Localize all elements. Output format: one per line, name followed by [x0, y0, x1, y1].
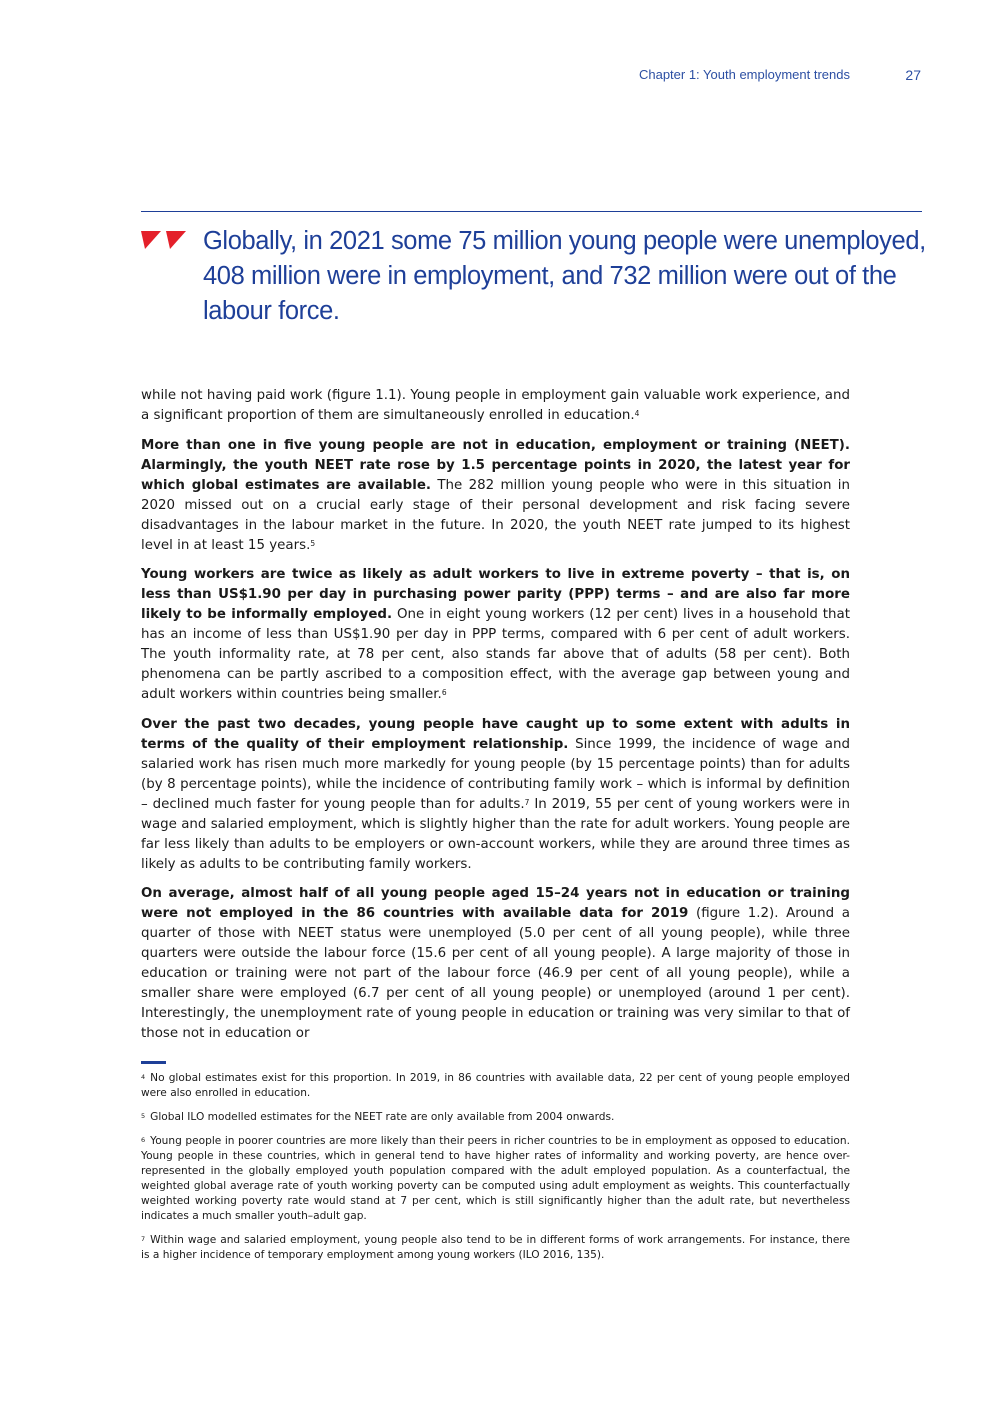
footnote-number: 7 [141, 1235, 146, 1243]
paragraph-text: The 282 million young people who were in this situation in 2020 missed out on a crucial early stage of their personal development and risk facing severe disadvantages in the labour market in the future. In 2020, the youth NEET rate jumped to its highest level in at least 15 years. [141, 477, 851, 553]
quote-top-rule [141, 211, 922, 212]
footnote-rule [141, 1061, 166, 1064]
footnote-number: 5 [141, 1112, 146, 1120]
footnote-text: No global estimates exist for this proportion. In 2019, in 86 countries with available data, 22 per cent of young people employed were also enrolled in education. [141, 1072, 850, 1099]
paragraph-lead: Young workers are twice as likely as adult workers to live in extreme poverty – that is, on less than US$1.90 per day in purchasing power parity (PPP) terms – and are also far more likely to be informally employed. [141, 567, 850, 622]
paragraph-text: while not having paid work (figure 1.1). Young people in employment gain valuable work experience, and a significant proportion of them are simultaneously enrolled in education. [141, 388, 850, 423]
paragraph-lead: More than one in five young people are not in education, employment or training (NEET). Alarmingly, the youth NEET rate rose by 1.5 percentage points in 2020, the latest year for which global estimates are available. [141, 437, 850, 493]
paragraph [141, 386, 850, 426]
footnote-text: Within wage and salaried employment, young people also tend to be in different forms of work arrangements. For instance, there is a higher incidence of temporary employment among young workers (ILO 2016, 135). [141, 1234, 850, 1261]
paragraph [141, 715, 850, 875]
footnotes [141, 1071, 850, 1272]
pull-quote: Globally, in 2021 some 75 million young people were unemployed, 408 million were in employment, and 732 million were out of the labour force. [203, 227, 926, 325]
page-number: 27 [905, 67, 921, 83]
footnote-ref[interactable]: 4 [634, 409, 640, 418]
paragraph [141, 436, 850, 556]
running-header-chapter: Chapter 1: Youth employment trends [638, 67, 850, 82]
paragraph-lead: On average, almost half of all young people aged 15–24 years not in education or training were not employed in the 86 countries with available data for 2019 [141, 886, 850, 921]
body-text [141, 386, 850, 1054]
paragraph-text: Since 1999, the incidence of wage and salaried work has risen much more markedly for young people (by 15 percentage points) than for adults (by 8 percentage points), while the incidence of contributing family work – which is informal by definition – declined much faster for young people than for adults. [141, 736, 851, 812]
footnote-number: 6 [141, 1136, 146, 1144]
footnote-text: Young people in poorer countries are more likely than their peers in richer countries to be in employment as opposed to education. Young people in these countries, which in general tend to have higher rates of informality and working poverty, are hence over-represented in the globally employed youth population compared with the adult employed population. As a counterfactual, the weighted global average rate of youth working poverty can be computed using adult employment as weights. This counterfactually weighted working poverty rate would stand at 7 per cent, which is still significantly higher than the adult rate, but nevertheless indicates a much smaller youth–adult gap. [141, 1135, 850, 1222]
footnote [141, 1134, 850, 1224]
paragraph [141, 565, 850, 705]
footnote-ref[interactable]: 7 [524, 797, 530, 807]
footnote-ref[interactable]: 6 [441, 688, 447, 697]
footnote [141, 1110, 850, 1125]
footnote-ref[interactable]: 5 [310, 538, 316, 548]
paragraph-text: One in eight young workers (12 per cent) lives in a household that has an income of less than US$1.90 per day in PPP terms, compared with 6 per cent of adult workers. The youth informality rate, at 78 per cent, also stands far above that of adults (58 per cent). Both phenomena can be partly ascribed to a composition effect, with the average gap between young and adult workers within countries being smaller. [141, 607, 850, 702]
footnote [141, 1071, 850, 1101]
footnote [141, 1233, 850, 1263]
quote-marks-icon [141, 231, 189, 251]
footnote-text: Global ILO modelled estimates for the NEET rate are only available from 2004 onwards. [150, 1111, 615, 1123]
paragraph-text: (figure 1.2). Around a quarter of those with NEET status were unemployed (5.0 per cent of all young people), while three quarters were outside the labour force (15.6 per cent of all young people). A large majority of those in education or training were not part of the labour force (46.9 per cent of all young people), while a smaller share were employed (6.7 per cent of all young people) or unemployed (around 1 per cent). Interestingly, the unemployment rate of young people in education or training was very similar to that of those not in education or [141, 906, 851, 1041]
paragraph-text: In 2019, 55 per cent of young workers were in wage and salaried employment, which is slightly higher than the rate for adult workers. Young people are far less likely than adults to be employers or own-account workers, while they are around three times as likely as adults to be contributing family workers. [141, 796, 850, 872]
paragraph-lead: Over the past two decades, young people have caught up to some extent with adults in terms of the quality of their employment relationship. [141, 716, 850, 752]
paragraph [141, 884, 850, 1044]
footnote-number: 4 [141, 1073, 146, 1081]
